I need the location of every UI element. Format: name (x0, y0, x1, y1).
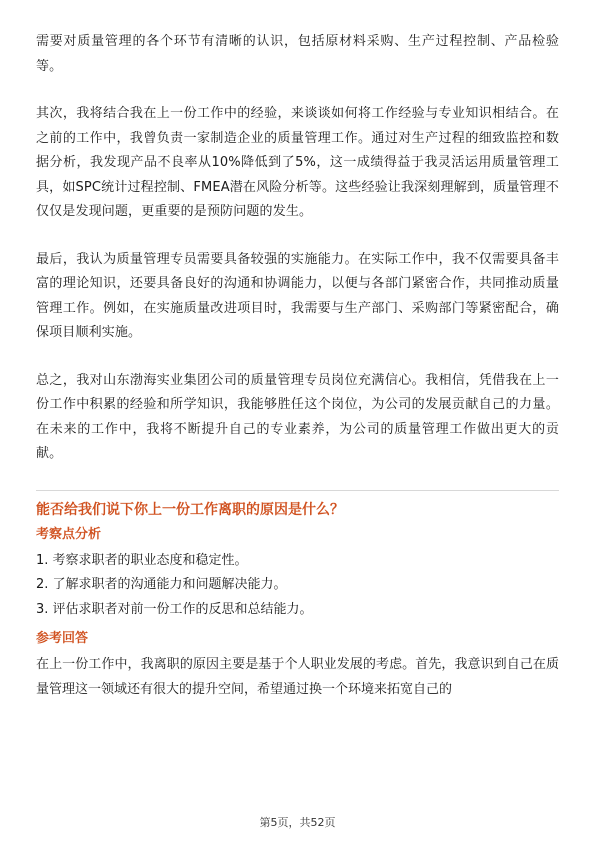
section-divider (36, 490, 559, 491)
page-content (36, 30, 559, 702)
analysis-item: 3. 评估求职者对前一份工作的反思和总结能力。 (36, 601, 313, 617)
body-paragraph-4: 总之，我对山东渤海实业集团公司的质量管理专员岗位充满信心。我相信，凭借我在上一份工作中积累的经验和所学知识，我能够胜任这个岗位，为公司的发展贡献自己的力量。在未来的工作中，我将不断提升自己的专业素养，为公司的质量管理工作做出更大的贡献。 (36, 372, 559, 461)
reference-answer: 在上一份工作中，我离职的原因主要是基于个人职业发展的考虑。首先，我意识到自己在质量管理这一领域还有很大的提升空间，希望通过换一个环境来拓宽自己的 (36, 657, 559, 697)
body-paragraph-1: 需要对质量管理的各个环节有清晰的认识，包括原材料采购、生产过程控制、产品检验等。 (36, 34, 559, 74)
analysis-item: 2. 了解求职者的沟通能力和问题解决能力。 (36, 577, 287, 592)
reference-heading: 参考回答 (36, 631, 89, 646)
page-number: 第5页，共52页 (259, 816, 336, 829)
body-paragraph-3: 最后，我认为质量管理专员需要具备较强的实施能力。在实际工作中，我不仅需要具备丰富的理论知识，还要具备良好的沟通和协调能力，以便与各部门紧密合作，共同推动质量管理工作。例如，在实施质量改进项目时，我需要与生产部门、采购部门等紧密配合，确保项目顺利实施。 (36, 251, 559, 340)
analysis-heading: 考察点分析 (36, 526, 102, 542)
question-heading: 能否给我们说下你上一份工作离职的原因是什么？ (36, 501, 344, 518)
analysis-list (36, 549, 559, 623)
body-paragraph-2: 其次，我将结合我在上一份工作中的经验，来谈谈如何将工作经验与专业知识相结合。在之前的工作中，我曾负责一家制造企业的质量管理工作。通过对生产过程的细致监控和数据分析，我发现产品不良率从10%降低到了5%，这一成绩得益于我灵活运用质量管理工具，如SPC统计过程控制、FMEA潜在风险分析等。这些经验让我深刻理解到，质量管理不仅仅是发现问题，更重要的是预防问题的发生。 (36, 106, 559, 219)
analysis-item: 1. 考察求职者的职业态度和稳定性。 (36, 552, 248, 568)
